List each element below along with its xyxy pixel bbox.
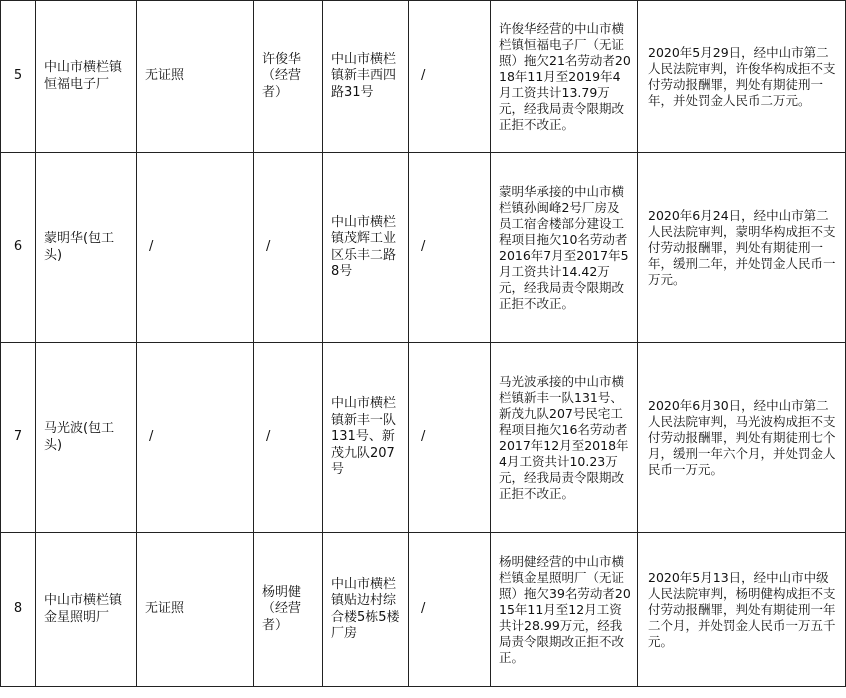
license-status: 无证照 bbox=[137, 1, 254, 153]
table-row bbox=[1, 533, 846, 687]
entity-name: 中山市横栏镇金星照明厂 bbox=[36, 533, 137, 687]
other-info: / bbox=[409, 1, 491, 153]
other-info: / bbox=[409, 343, 491, 533]
entity-name: 马光波(包工头) bbox=[36, 343, 137, 533]
row-number: 5 bbox=[1, 1, 36, 153]
other-info: / bbox=[409, 533, 491, 687]
responsible-person: 杨明健（经营者） bbox=[254, 533, 323, 687]
address: 中山市横栏镇新丰一队131号、新茂九队207号 bbox=[323, 343, 409, 533]
address: 中山市横栏镇新丰西四路31号 bbox=[323, 1, 409, 153]
table-row bbox=[1, 153, 846, 343]
judgment-result: 2020年6月24日，经中山市第二人民法院审判，蒙明华构成拒不支付劳动报酬罪，判处有期徒刑一年，缓刑二年，并处罚金人民币一万元。 bbox=[638, 153, 846, 343]
row-number: 8 bbox=[1, 533, 36, 687]
violation-facts: 蒙明华承接的中山市横栏镇孙闽峰2号厂房及员工宿舍楼部分建设工程项目拖欠10名劳动者2016年7月至2017年5月工资共计14.42万元，经我局责令限期改正拒不改正。 bbox=[491, 153, 638, 343]
license-status: / bbox=[137, 343, 254, 533]
entity-name: 中山市横栏镇恒福电子厂 bbox=[36, 1, 137, 153]
responsible-person: 许俊华（经营者） bbox=[254, 1, 323, 153]
address: 中山市横栏镇贴边村综合楼5栋5楼厂房 bbox=[323, 533, 409, 687]
violation-facts: 马光波承接的中山市横栏镇新丰一队131号、新茂九队207号民宅工程项目拖欠16名劳动者2017年12月至2018年4月工资共计10.23万元，经我局责令限期改正拒不改正。 bbox=[491, 343, 638, 533]
responsible-person: / bbox=[254, 343, 323, 533]
row-number: 6 bbox=[1, 153, 36, 343]
table-row bbox=[1, 1, 846, 153]
license-status: 无证照 bbox=[137, 533, 254, 687]
other-info: / bbox=[409, 153, 491, 343]
entity-name: 蒙明华(包工头) bbox=[36, 153, 137, 343]
address: 中山市横栏镇茂辉工业区乐丰二路8号 bbox=[323, 153, 409, 343]
responsible-person: / bbox=[254, 153, 323, 343]
judgment-result: 2020年5月13日，经中山市中级人民法院审判，杨明健构成拒不支付劳动报酬罪，判处有期徒刑一年二个月，并处罚金人民币一万五千元。 bbox=[638, 533, 846, 687]
row-number: 7 bbox=[1, 343, 36, 533]
table-row bbox=[1, 343, 846, 533]
license-status: / bbox=[137, 153, 254, 343]
judgment-result: 2020年6月30日，经中山市第二人民法院审判，马光波构成拒不支付劳动报酬罪，判处有期徒刑七个月，缓刑一年六个月，并处罚金人民币一万元。 bbox=[638, 343, 846, 533]
violation-facts: 杨明健经营的中山市横栏镇金星照明厂（无证照）拖欠39名劳动者2015年11月至12月工资共计28.99万元，经我局责令限期改正拒不改正。 bbox=[491, 533, 638, 687]
judgment-result: 2020年5月29日，经中山市第二人民法院审判，许俊华构成拒不支付劳动报酬罪，判处有期徒刑一年，并处罚金人民币二万元。 bbox=[638, 1, 846, 153]
violation-facts: 许俊华经营的中山市横栏镇恒福电子厂（无证照）拖欠21名劳动者2018年11月至2019年4月工资共计13.79万元，经我局责令限期改正拒不改正。 bbox=[491, 1, 638, 153]
